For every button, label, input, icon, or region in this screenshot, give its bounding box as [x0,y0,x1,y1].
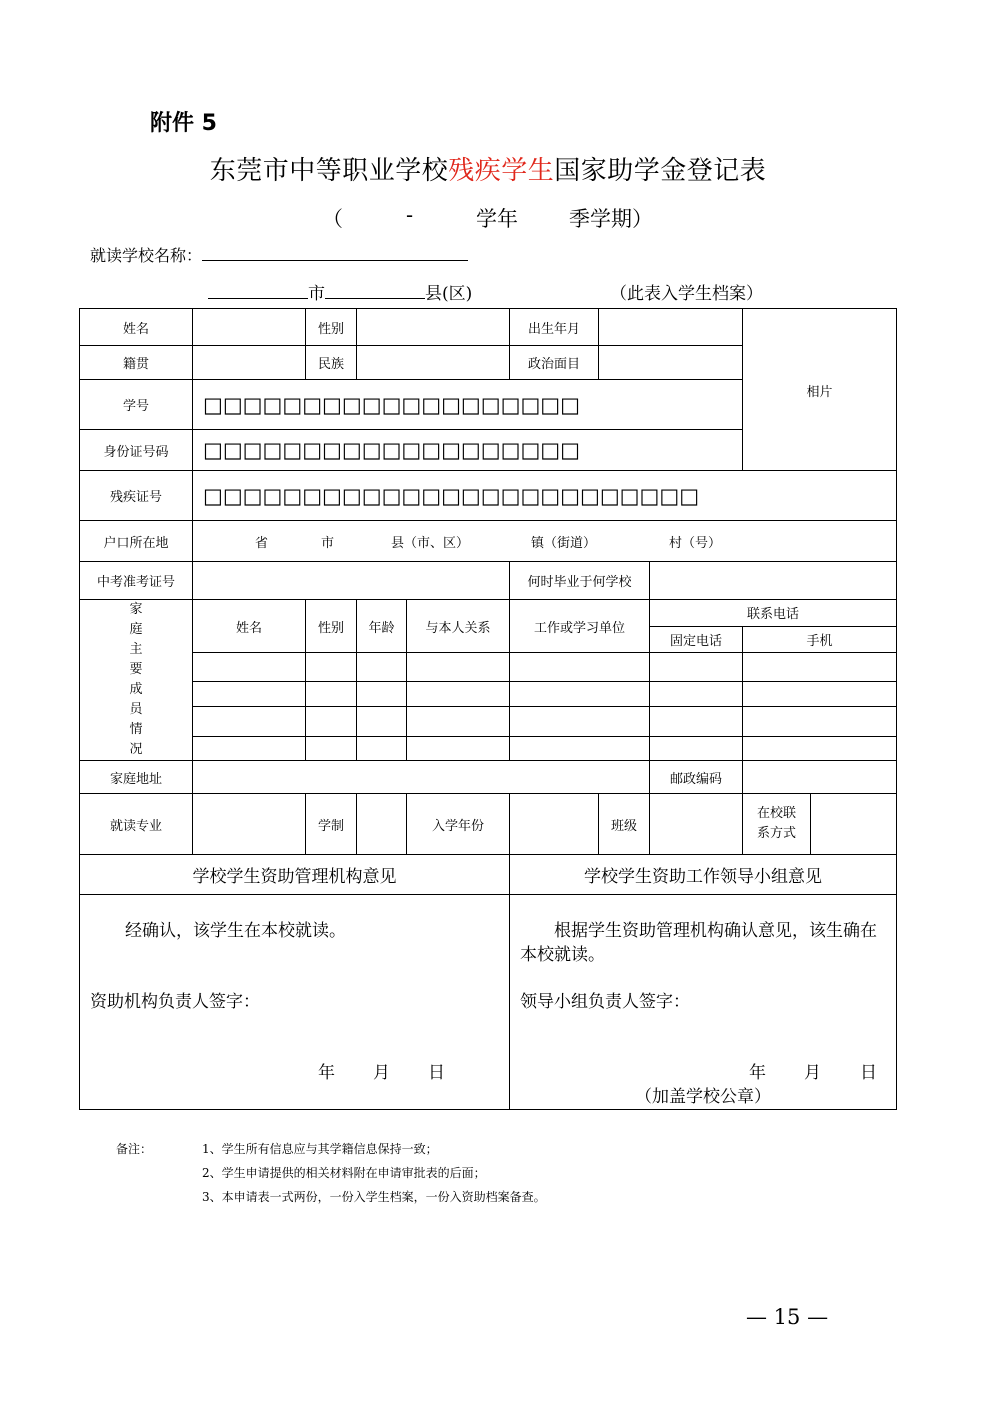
field-birth[interactable] [599,309,743,346]
family-cell[interactable] [743,653,897,682]
label-postcode: 邮政编码 [650,761,743,794]
family-cell[interactable] [650,706,743,737]
page-number: — 15 — [746,1305,829,1329]
left-date-day: 日 [428,1063,445,1083]
col-family-age: 年龄 [357,600,407,653]
hukou-town: 镇（街道） [531,535,597,551]
county-label: 县(区) [425,284,473,304]
hukou-city: 市 [321,535,335,551]
label-ethnic: 民族 [306,346,357,380]
hukou-county: 县（市、区） [391,535,470,551]
label-entry-year: 入学年份 [407,794,510,855]
field-entry-year[interactable] [510,794,599,855]
left-sign-label: 资助机构负责人签字： [90,992,260,1012]
photo-label: 相片 [806,385,833,400]
field-student-no-boxes[interactable]: □□□□□□□□□□□□□□□□□□□ [193,380,743,430]
hukou-village: 村（号） [669,535,722,551]
city-label: 市 [308,284,325,304]
label-native-place: 籍贯 [80,346,193,380]
right-opinion-header: 学校学生资助工作领导小组意见 [510,855,897,895]
label-name: 姓名 [80,309,193,346]
right-opinion-text: 根据学生资助管理机构确认意见，该生确在本校就读。 [520,921,877,965]
label-disability-no: 残疾证号 [80,471,193,521]
term-dash: - [406,203,414,227]
field-native-place[interactable] [193,346,306,380]
family-cell[interactable] [407,653,510,682]
family-cell[interactable] [510,682,650,707]
remarks-list [202,1137,762,1209]
family-cell[interactable] [650,737,743,761]
contact-label-text: 在校联系方式 [756,806,796,841]
field-name[interactable] [193,309,306,346]
family-row [80,653,897,682]
school-name-label: 就读学校名称： [90,246,203,265]
page-title [0,150,976,187]
family-cell[interactable] [306,706,357,737]
family-cell[interactable] [193,706,306,737]
family-cell[interactable] [306,737,357,761]
family-cell[interactable] [306,682,357,707]
col-family-name: 姓名 [193,600,306,653]
right-date-month: 月 [804,1063,821,1083]
family-cell[interactable] [357,682,407,707]
family-cell[interactable] [193,653,306,682]
remarks-label: 备注： [116,1142,153,1156]
field-ethnic[interactable] [357,346,510,380]
title-suffix: 国家助学金登记表 [554,156,767,186]
field-hukou[interactable] [193,521,897,562]
label-gender: 性别 [306,309,357,346]
remark-item: 3、本申请表一式两份，一份入学生档案，一份入资助档案备查。 [202,1190,546,1204]
family-row [80,682,897,707]
term-open-paren: （ [322,207,343,231]
family-cell[interactable] [407,682,510,707]
left-date-year: 年 [318,1063,335,1083]
right-date-day: 日 [860,1063,877,1083]
field-id-no-boxes[interactable]: □□□□□□□□□□□□□□□□□□□ [193,430,743,471]
remark-item: 2、学生申请提供的相关材料附在申请审批表的后面； [202,1166,486,1180]
col-family-relation: 与本人关系 [407,600,510,653]
col-family-work: 工作或学习单位 [510,600,650,653]
term-season-label: 季学期） [569,207,653,231]
remark-item: 1、学生所有信息应与其学籍信息保持一致； [202,1142,438,1156]
family-cell[interactable] [407,706,510,737]
label-birth: 出生年月 [510,309,599,346]
label-home-address: 家庭地址 [80,761,193,794]
right-sign-label: 领导小组负责人签字： [520,992,690,1012]
family-cell[interactable] [743,706,897,737]
col-family-mobile: 手机 [743,626,897,653]
label-hukou: 户口所在地 [80,521,193,562]
label-id-no: 身份证号码 [80,430,193,471]
label-contact [743,794,811,855]
annex-label: 附件 5 [150,111,217,136]
county-blank[interactable] [325,284,425,299]
city-blank[interactable] [208,284,308,299]
col-family-gender: 性别 [306,600,357,653]
field-postcode[interactable] [743,761,897,794]
field-political[interactable] [599,346,743,380]
label-family [80,600,193,761]
right-opinion-box[interactable] [510,895,897,1110]
field-disability-no-boxes[interactable]: □□□□□□□□□□□□□□□□□□□□□□□□□ [193,471,897,521]
seal-note: （加盖学校公章） [635,1087,771,1107]
family-cell[interactable] [510,653,650,682]
label-major: 就读专业 [80,794,193,855]
archive-note: （此表入学生档案） [610,284,763,304]
city-county-line [208,279,472,304]
field-schooling[interactable] [357,794,407,855]
family-cell[interactable] [193,737,306,761]
col-family-fixed-phone: 固定电话 [650,626,743,653]
label-class: 班级 [599,794,650,855]
family-cell[interactable] [510,706,650,737]
family-label-text: 家庭主要成员情况 [129,602,143,757]
family-cell[interactable] [650,682,743,707]
family-cell[interactable] [407,737,510,761]
title-highlight: 残疾学生 [448,156,555,186]
field-gender[interactable] [357,309,510,346]
field-home-address[interactable] [193,761,650,794]
field-major[interactable] [193,794,306,855]
school-name-line [90,243,468,266]
hukou-province: 省 [255,535,269,551]
field-class[interactable] [650,794,743,855]
family-cell[interactable] [193,682,306,707]
family-row [80,737,897,761]
family-cell[interactable] [650,653,743,682]
col-family-phone: 联系电话 [650,600,897,627]
academic-term-line [322,203,662,233]
title-prefix: 东莞市中等职业学校 [209,156,449,186]
family-cell[interactable] [357,737,407,761]
school-name-blank[interactable] [202,246,468,261]
field-exam-no[interactable] [193,562,510,600]
field-grad-school[interactable] [650,562,897,600]
left-opinion-box[interactable] [80,895,510,1110]
label-student-no: 学号 [80,380,193,430]
label-schooling: 学制 [306,794,357,855]
family-cell[interactable] [357,706,407,737]
registration-form-table [79,308,897,1110]
family-cell[interactable] [743,682,897,707]
label-political: 政治面目 [510,346,599,380]
photo-cell[interactable] [743,309,897,471]
family-cell[interactable] [510,737,650,761]
label-exam-no: 中考准考证号 [80,562,193,600]
right-date-year: 年 [749,1063,766,1083]
family-cell[interactable] [743,737,897,761]
term-year-label: 学年 [476,207,518,231]
family-cell[interactable] [357,653,407,682]
left-date-month: 月 [373,1063,390,1083]
family-cell[interactable] [306,653,357,682]
left-opinion-text: 经确认，该学生在本校就读。 [125,921,346,941]
family-row [80,706,897,737]
left-opinion-header: 学校学生资助管理机构意见 [80,855,510,895]
field-contact[interactable] [811,794,897,855]
label-grad-school: 何时毕业于何学校 [510,562,650,600]
